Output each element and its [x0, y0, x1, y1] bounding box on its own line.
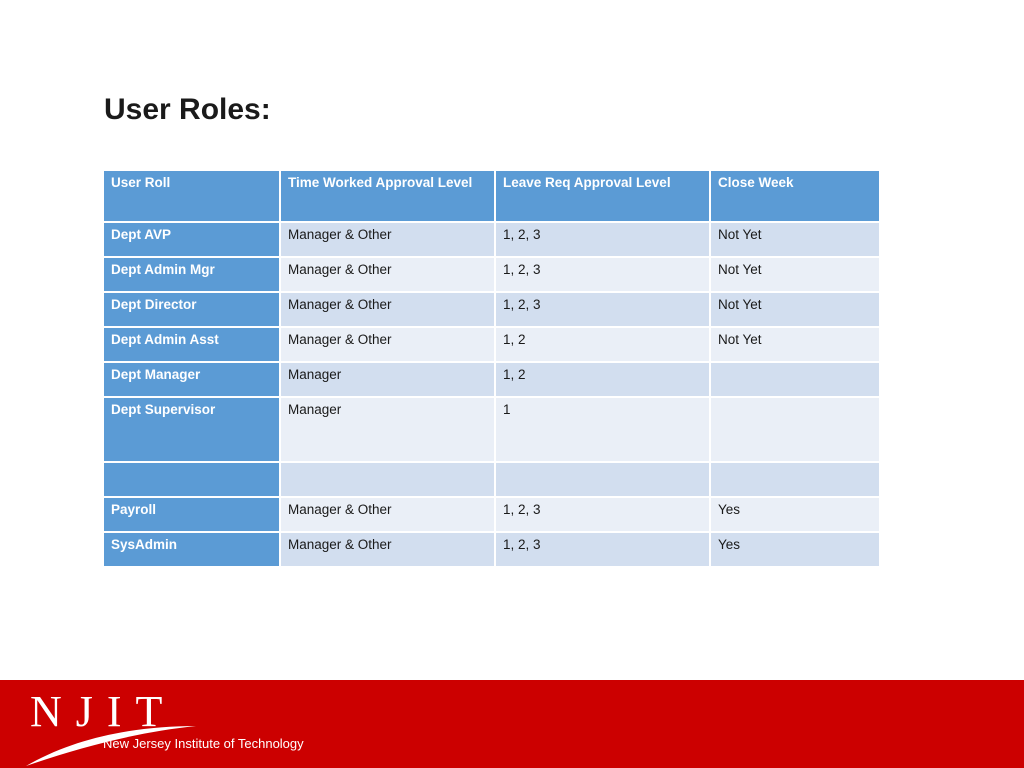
close-week-cell: [711, 463, 879, 496]
leave-req-cell: 1, 2, 3: [496, 258, 709, 291]
table-row: [104, 398, 879, 461]
table-header-row: [104, 171, 879, 221]
role-cell: Dept Admin Asst: [104, 328, 279, 361]
footer-bar: [0, 680, 1024, 768]
time-worked-cell: Manager & Other: [281, 328, 494, 361]
time-worked-cell: Manager & Other: [281, 258, 494, 291]
table-row: [104, 533, 879, 566]
leave-req-cell: 1, 2, 3: [496, 293, 709, 326]
table-row: [104, 258, 879, 291]
time-worked-cell: [281, 463, 494, 496]
close-week-cell: Yes: [711, 533, 879, 566]
page-title: User Roles:: [104, 93, 271, 126]
time-worked-cell: Manager: [281, 398, 494, 461]
leave-req-cell: 1, 2: [496, 328, 709, 361]
leave-req-cell: 1, 2, 3: [496, 223, 709, 256]
leave-req-cell: 1, 2, 3: [496, 498, 709, 531]
close-week-cell: Not Yet: [711, 223, 879, 256]
table-row: [104, 363, 879, 396]
header-close-week: Close Week: [711, 171, 879, 221]
table-row: [104, 223, 879, 256]
role-cell: Dept Supervisor: [104, 398, 279, 461]
close-week-cell: Not Yet: [711, 258, 879, 291]
role-cell: Payroll: [104, 498, 279, 531]
close-week-cell: [711, 363, 879, 396]
time-worked-cell: Manager & Other: [281, 498, 494, 531]
time-worked-cell: Manager & Other: [281, 223, 494, 256]
user-roles-table: [102, 169, 881, 568]
leave-req-cell: [496, 463, 709, 496]
logo-wordmark: NJIT: [30, 687, 177, 736]
time-worked-cell: Manager & Other: [281, 533, 494, 566]
time-worked-cell: Manager & Other: [281, 293, 494, 326]
table-row: [104, 463, 879, 496]
leave-req-cell: 1, 2: [496, 363, 709, 396]
close-week-cell: [711, 398, 879, 461]
leave-req-cell: 1: [496, 398, 709, 461]
njit-logo: [24, 688, 324, 764]
role-cell: Dept Manager: [104, 363, 279, 396]
header-leave-req-approval-level: Leave Req Approval Level: [496, 171, 709, 221]
table-row: [104, 328, 879, 361]
table-row: [104, 498, 879, 531]
role-cell: Dept Admin Mgr: [104, 258, 279, 291]
time-worked-cell: Manager: [281, 363, 494, 396]
role-cell: Dept AVP: [104, 223, 279, 256]
close-week-cell: Not Yet: [711, 293, 879, 326]
header-time-worked-approval-level: Time Worked Approval Level: [281, 171, 494, 221]
leave-req-cell: 1, 2, 3: [496, 533, 709, 566]
close-week-cell: Not Yet: [711, 328, 879, 361]
close-week-cell: Yes: [711, 498, 879, 531]
role-cell: SysAdmin: [104, 533, 279, 566]
role-cell: Dept Director: [104, 293, 279, 326]
table-row: [104, 293, 879, 326]
institution-name: New Jersey Institute of Technology: [103, 736, 304, 751]
header-user-roll: User Roll: [104, 171, 279, 221]
role-cell: [104, 463, 279, 496]
